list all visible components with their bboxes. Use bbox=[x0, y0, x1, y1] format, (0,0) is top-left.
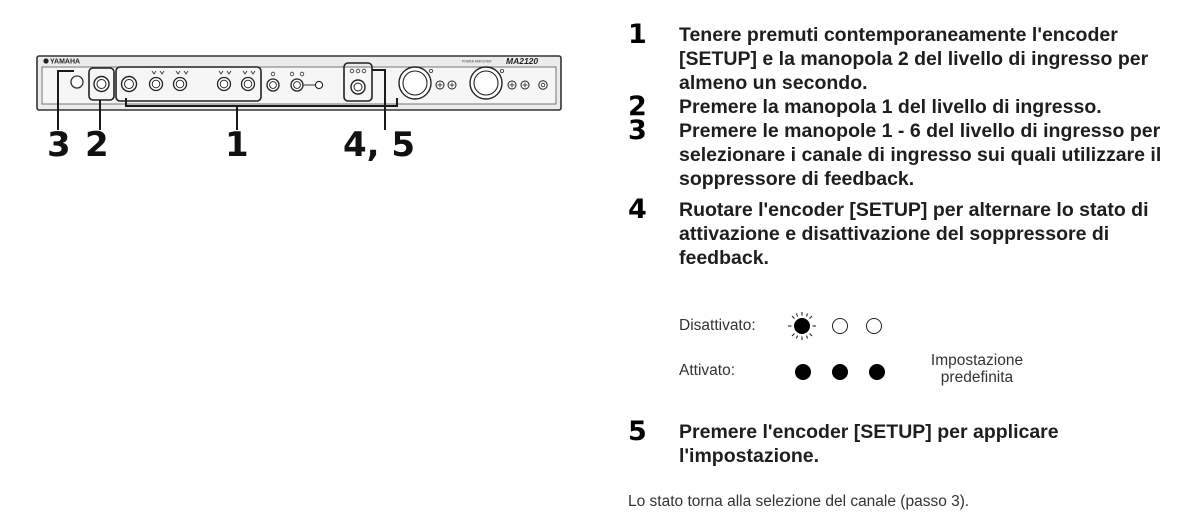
led-off-icon bbox=[832, 318, 848, 334]
led-off-icon bbox=[866, 318, 882, 334]
step-number: 5 bbox=[628, 416, 647, 447]
brand-name: YAMAHA bbox=[50, 58, 81, 66]
step-text: Premere la manopola 1 del livello di ingresso. bbox=[679, 96, 1102, 118]
callout-4-5: 4, 5 bbox=[343, 125, 416, 165]
step-number: 1 bbox=[628, 19, 647, 50]
state-on-label: Attivato: bbox=[679, 362, 735, 379]
model-name: MA2120 bbox=[506, 56, 539, 66]
callout-3: 3 bbox=[47, 125, 71, 165]
step-text: Tenere premuti contemporaneamente l'encoder [SETUP] e la manopola 2 del livello di ingresso per almeno un secondo. bbox=[679, 24, 1149, 94]
step-number: 2 bbox=[628, 91, 647, 122]
led-on-icon bbox=[832, 364, 848, 380]
blinking-led-icon bbox=[787, 311, 817, 341]
step-text: Premere l'encoder [SETUP] per applicare l'impostazione. bbox=[679, 421, 1059, 467]
step-text: Ruotare l'encoder [SETUP] per alternare lo stato di attivazione e disattivazione del soppressore di feedback. bbox=[679, 199, 1149, 269]
callout-1: 1 bbox=[225, 125, 249, 165]
default-setting-note: Impostazione predefinita bbox=[930, 352, 1024, 386]
footer-note: Lo stato torna alla selezione del canale (passo 3). bbox=[628, 493, 970, 510]
step-number: 4 bbox=[628, 194, 647, 225]
led-on-icon bbox=[869, 364, 885, 380]
step-number: 3 bbox=[628, 115, 647, 146]
model-prefix: POWER AMPLIFIER bbox=[462, 59, 492, 64]
state-off-label: Disattivato: bbox=[679, 317, 756, 334]
callout-2: 2 bbox=[85, 125, 109, 165]
led-on-icon bbox=[795, 364, 811, 380]
step-text: Premere le manopole 1 - 6 del livello di ingresso per selezionare i canale di ingresso sui quali utilizzare il soppressore di feedback. bbox=[679, 120, 1162, 190]
